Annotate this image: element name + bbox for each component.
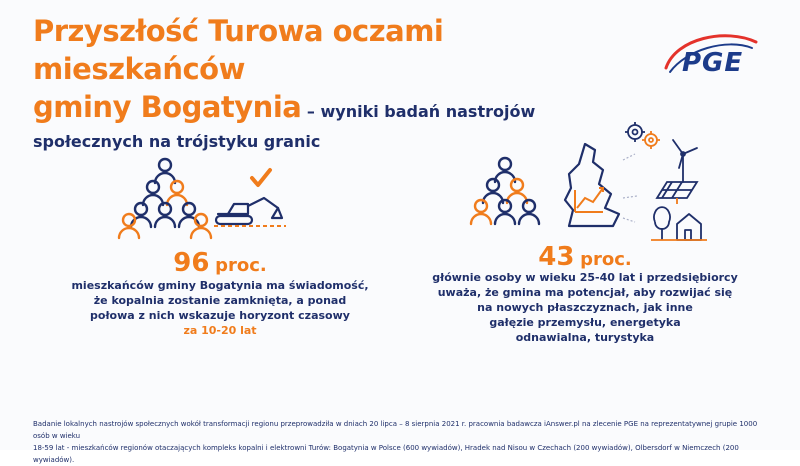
pge-logo <box>656 28 766 84</box>
stat-left-highlight: za 10-20 lat <box>183 324 257 337</box>
footnote-line: 18-59 lat - mieszkańców regionów otaczających kompleks kopalni i elektrowni Turów: Bogatynia w Polsce (600 wywiadów), Hradek nad Nisou w Czechach (200 wywiadów), Olbersdorf w Niemczech (200 wywiadów). <box>33 444 739 464</box>
title-line-2: gminy Bogatynia <box>33 90 302 124</box>
stat-left-line: połowa z nich wskazuje horyzont czasowy <box>90 309 350 322</box>
tree-house-icon <box>651 207 707 240</box>
check-mark-icon <box>222 168 292 190</box>
solar-panel-icon <box>657 182 697 204</box>
stat-right-unit: proc. <box>580 249 632 270</box>
stat-left-line: mieszkańców gminy Bogatynia ma świadomość, <box>71 279 369 292</box>
stat-right-line: gałęzie przemysłu, energetyka <box>489 316 681 329</box>
excavator-icon <box>210 190 290 232</box>
stat-left-value <box>140 248 300 278</box>
stat-right-line: odnawialna, turystyka <box>515 331 655 344</box>
page-title <box>33 12 633 152</box>
title-line-3: społecznych na trójstyku granic <box>33 132 321 151</box>
footnote <box>33 418 773 466</box>
stat-right-line: na nowych płaszczyznach, jak inne <box>477 301 693 314</box>
stat-left-line: że kopalnia zostanie zamknięta, a ponad <box>93 294 347 307</box>
stat-right-description <box>420 270 750 345</box>
title-line-1: Przyszłość Turowa oczami mieszkańców <box>33 14 444 86</box>
footnote-line: Badanie lokalnych nastrojów społecznych wokół transformacji regionu przeprowadziła w dniach 20 lipca – 8 sierpnia 2021 r. pracownia badawcza iAnswer.pl na zlecenie PGE na reprezentatywnej grupie 1000 osób w wieku <box>33 420 758 440</box>
stat-right-line: uważa, że gmina ma potencjał, aby rozwijać się <box>437 286 733 299</box>
stat-left-unit: proc. <box>215 255 267 276</box>
stat-left-description <box>50 278 390 338</box>
title-subtitle-start: – wyniki badań nastrojów <box>301 102 536 121</box>
stat-left-number: 96 <box>173 248 210 278</box>
wind-turbine-icon <box>673 140 697 182</box>
stat-right-line: głównie osoby w wieku 25-40 lat i przedsiębiorcy <box>432 271 738 284</box>
renewables-icons <box>615 118 725 248</box>
stat-right-number: 43 <box>538 242 575 272</box>
gear-icon <box>625 122 645 142</box>
people-pyramid-icon-right <box>450 150 570 230</box>
logo-text: PGE <box>682 48 744 78</box>
stat-right-value <box>500 242 670 272</box>
